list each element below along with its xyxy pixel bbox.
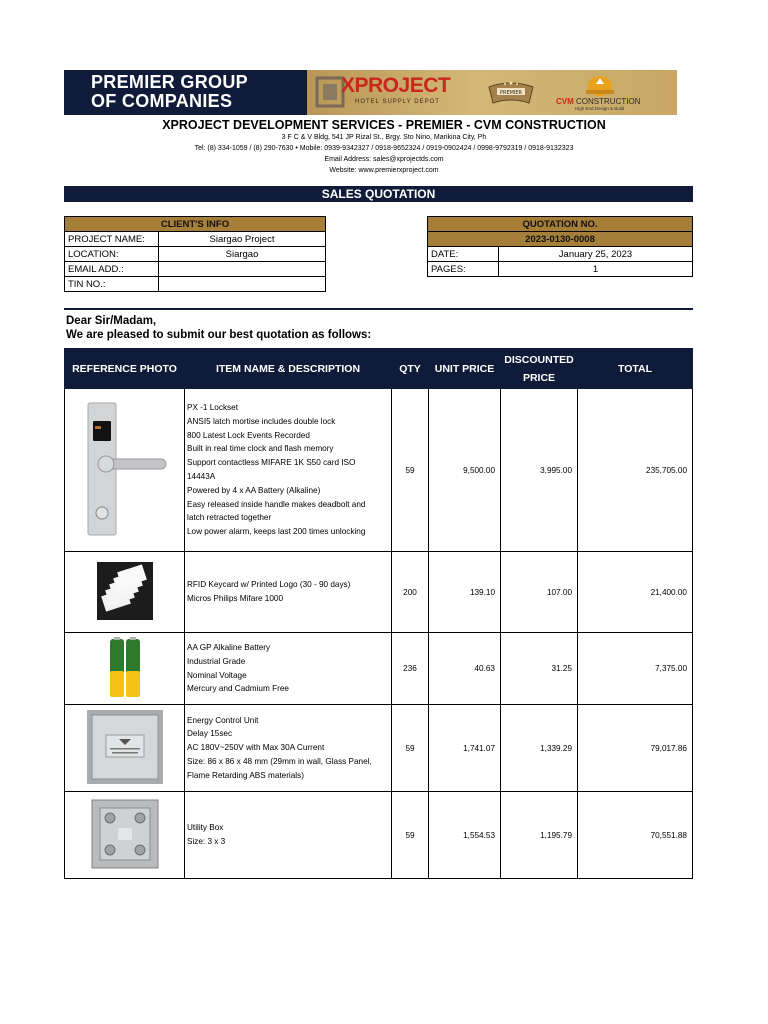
desc-line: Delay 15sec — [187, 729, 233, 739]
email-value — [159, 262, 326, 277]
project-name-value: Siargao Project — [159, 232, 326, 247]
date-value: January 25, 2023 — [499, 247, 693, 262]
discounted-price-cell: 31.25 — [501, 633, 578, 705]
desc-line: Low power alarm, keeps last 200 times unlocking — [187, 527, 366, 537]
desc-line: Mercury and Cadmium Free — [187, 684, 289, 694]
desc-line: Powered by 4 x AA Battery (Alkaline) — [187, 485, 321, 495]
project-name-label: PROJECT NAME: — [65, 232, 159, 247]
company-website: Website: www.premierxproject.com — [329, 167, 439, 174]
desc-line: Nominal Voltage — [187, 670, 247, 680]
qty-cell: 59 — [392, 792, 429, 879]
desc-line: Size: 3 x 3 — [187, 837, 226, 846]
premier-badge-icon — [485, 77, 537, 107]
quotation-number: 2023-0130-0008 — [428, 232, 693, 247]
desc-line: ANSI5 latch mortise includes double lock — [187, 416, 336, 426]
table-row — [65, 633, 693, 705]
col-discounted-line1: DISCOUNTED — [504, 353, 574, 366]
qty-cell: 200 — [392, 552, 429, 633]
desc-line: 14443A — [187, 472, 216, 481]
desc-line: Industrial Grade — [187, 656, 246, 666]
unit-price-cell: 9,500.00 — [429, 389, 501, 552]
greeting — [66, 314, 371, 342]
col-reference-photo: REFERENCE PHOTO — [65, 349, 185, 389]
desc-line: Support contactless MIFARE 1K S50 card ISO — [187, 458, 356, 468]
utility-box-icon — [90, 798, 160, 870]
xproject-wordmark: XPROJECT — [341, 74, 451, 97]
total-cell: 235,705.00 — [578, 389, 693, 552]
quotation-no-header: QUOTATION NO. — [428, 217, 693, 232]
company-banner — [64, 70, 677, 115]
company-name: XPROJECT DEVELOPMENT SERVICES - PREMIER - CVM CONSTRUCTION — [162, 118, 606, 132]
col-discounted-price — [501, 349, 578, 389]
total-cell: 7,375.00 — [578, 633, 693, 705]
xproject-subtitle: HOTEL SUPPLY DEPOT — [355, 99, 440, 105]
greeting-intro: We are pleased to submit our best quotation as follows: — [66, 329, 372, 341]
company-email: Email Address: sales@xprojectds.com — [324, 156, 444, 163]
tin-value — [159, 277, 326, 292]
item-description — [185, 633, 392, 705]
energy-switch-icon — [86, 709, 164, 785]
date-label: DATE: — [428, 247, 499, 262]
col-discounted-line2: PRICE — [522, 371, 556, 384]
qty-cell: 59 — [392, 389, 429, 552]
table-row — [65, 792, 693, 879]
quotation-info-table — [427, 216, 693, 277]
unit-price-cell: 40.63 — [429, 633, 501, 705]
aa-batteries-icon — [107, 637, 143, 699]
col-qty: QTY — [392, 349, 429, 389]
client-info-table — [64, 216, 326, 292]
table-row — [65, 389, 693, 552]
desc-line: AC 180V~250V with Max 30A Current — [187, 743, 325, 753]
desc-line: AA GP Alkaline Battery — [187, 642, 271, 652]
table-row — [65, 705, 693, 792]
email-label: EMAIL ADD.: — [65, 262, 159, 277]
desc-line: Easy released inside handle makes deadbolt and — [187, 499, 366, 509]
desc-line: Energy Control Unit — [187, 715, 259, 725]
banner-line-2: OF COMPANIES — [91, 91, 233, 111]
desc-line: PX -1 Lockset — [187, 403, 238, 413]
door-lock-icon — [80, 399, 170, 539]
desc-line: RFID Keycard w/ Printed Logo (30 - 90 days) — [187, 580, 351, 590]
total-cell: 70,551.88 — [578, 792, 693, 879]
cvm-wordmark-a: CVM — [556, 97, 574, 106]
banner-line-1: PREMIER GROUP — [91, 72, 248, 92]
photo-cell — [65, 792, 185, 879]
greeting-salutation: Dear Sir/Madam, — [66, 315, 157, 327]
photo-cell — [65, 633, 185, 705]
cvm-wordmark — [556, 97, 640, 106]
document-title: SALES QUOTATION — [64, 186, 693, 202]
location-value: Siargao — [159, 247, 326, 262]
photo-cell — [65, 552, 185, 633]
table-row — [65, 552, 693, 633]
total-cell: 79,017.86 — [578, 705, 693, 792]
items-table — [64, 348, 693, 879]
tin-label: TIN NO.: — [65, 277, 159, 292]
item-description — [185, 552, 392, 633]
desc-line: 800 Latest Lock Events Recorded — [187, 430, 310, 440]
desc-line: Built in real time clock and flash memory — [187, 444, 334, 454]
unit-price-cell: 139.10 — [429, 552, 501, 633]
discounted-price-cell: 1,195.79 — [501, 792, 578, 879]
company-phones: Tel: (8) 334-1059 / (8) 290-7630 • Mobile: 0939-9342327 / 0918-9652324 / 0919-0902424 / 0998-9792319 / 0918-9132323 — [194, 145, 574, 152]
company-address: 3 F C & V Bldg, 541 JP Rizal St., Brgy. Sto Nino, Marikina City, Ph — [281, 134, 487, 141]
photo-cell — [65, 389, 185, 552]
discounted-price-cell: 3,995.00 — [501, 389, 578, 552]
unit-price-cell: 1,554.53 — [429, 792, 501, 879]
premier-group-logo — [64, 70, 307, 115]
keycards-icon — [97, 562, 153, 620]
item-description — [185, 792, 392, 879]
cvm-wordmark-b: CONSTRUCTION — [576, 97, 641, 106]
desc-line: Flame Retarding ABS materials) — [187, 770, 304, 780]
item-description — [185, 705, 392, 792]
discounted-price-cell: 1,339.29 — [501, 705, 578, 792]
section-divider — [64, 308, 693, 310]
desc-line: Utility Box — [187, 823, 224, 833]
desc-line: latch retracted together — [187, 513, 272, 523]
col-item-description: ITEM NAME & DESCRIPTION — [185, 349, 392, 389]
svg-text:PREMIER: PREMIER — [499, 90, 523, 96]
item-description — [185, 389, 392, 552]
partner-logos — [307, 70, 677, 115]
discounted-price-cell: 107.00 — [501, 552, 578, 633]
pages-value: 1 — [499, 262, 693, 277]
qty-cell: 236 — [392, 633, 429, 705]
location-label: LOCATION: — [65, 247, 159, 262]
photo-cell — [65, 705, 185, 792]
cvm-subtitle: High End Design & Build — [575, 106, 625, 111]
total-cell: 21,400.00 — [578, 552, 693, 633]
col-unit-price: UNIT PRICE — [429, 349, 501, 389]
desc-line: Size: 86 x 86 x 48 mm (29mm in wall, Glass Panel, — [187, 756, 372, 766]
col-total: TOTAL — [578, 349, 693, 389]
unit-price-cell: 1,741.07 — [429, 705, 501, 792]
desc-line: Micros Philips Mifare 1000 — [187, 594, 284, 603]
items-header-row — [65, 349, 693, 389]
client-info-header: CLIENT'S INFO — [65, 217, 326, 232]
pages-label: PAGES: — [428, 262, 499, 277]
qty-cell: 59 — [392, 705, 429, 792]
